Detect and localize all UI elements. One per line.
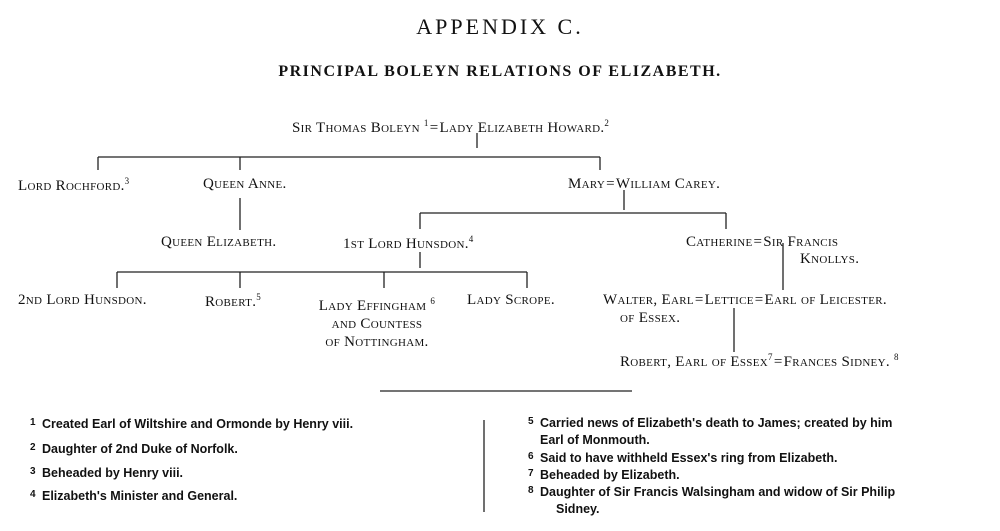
person-francis-knollys-cont: Knollys. [800, 251, 860, 267]
footnote-5: 5 Carried news of Elizabeth's death to James; created by him [528, 416, 893, 430]
person-frances-sidney: Frances Sidney. [783, 354, 890, 370]
footnote-1: 1 Created Earl of Wiltshire and Ormonde by Henry viii. [30, 417, 354, 431]
person-queen-elizabeth: Queen Elizabeth. [161, 234, 277, 250]
page-subtitle: PRINCIPAL BOLEYN RELATIONS OF ELIZABETH. [278, 63, 722, 80]
footnote-4: 4 Elizabeth's Minister and General. [30, 489, 238, 503]
person-catherine: Catherine=Sir Francis [686, 234, 839, 250]
person-lord-hunsdon-2: 2nd Lord Hunsdon. [18, 292, 147, 308]
person-lord-rochford: Lord Rochford.$^3$ [18, 176, 130, 194]
person-earl-leicester: Earl of Leicester. [764, 292, 887, 308]
footnote-2: 2 Daughter of 2nd Duke of Norfolk. [30, 442, 238, 456]
person-lady-scrope: Lady Scrope. [467, 292, 555, 308]
person-robert-essex: Robert, Earl of Essex$^7$=Frances Sidney. $^8$ [620, 352, 899, 370]
person-thomas-boleyn: Sir Thomas Boleyn $^1$=Lady Elizabeth Howard.$^2$ [292, 118, 610, 136]
person-walter-essex-cont: of Essex. [620, 310, 681, 326]
footnote-8-cont: Sidney. [556, 502, 600, 516]
person-lettice: Lettice [704, 292, 754, 308]
person-mary: Mary=William Carey. [568, 176, 721, 192]
person-queen-anne: Queen Anne. [203, 176, 287, 192]
person-elizabeth-howard: Lady Elizabeth Howard. [439, 120, 605, 136]
footnote-5-cont: Earl of Monmouth. [540, 433, 650, 447]
page-title: APPENDIX C. [416, 14, 584, 39]
footnote-3: 3 Beheaded by Henry viii. [30, 466, 184, 480]
person-lady-effingham: Lady Effingham $^6$ and Countess of Nottingham. [318, 296, 436, 350]
person-lord-hunsdon-1: 1st Lord Hunsdon.$^4$ [343, 234, 474, 252]
footnote-6: 6 Said to have withheld Essex's ring from Elizabeth. [528, 451, 838, 465]
person-francis-knollys: Sir Francis [763, 234, 839, 250]
person-walter-essex: Walter, Earl=Lettice=Earl of Leicester. [603, 292, 887, 308]
person-william-carey: William Carey. [615, 176, 721, 192]
footnote-8: 8 Daughter of Sir Francis Walsingham and widow of Sir Philip [528, 485, 896, 499]
person-robert: Robert.$^5$ [205, 292, 262, 310]
footnote-7: 7 Beheaded by Elizabeth. [528, 468, 680, 482]
